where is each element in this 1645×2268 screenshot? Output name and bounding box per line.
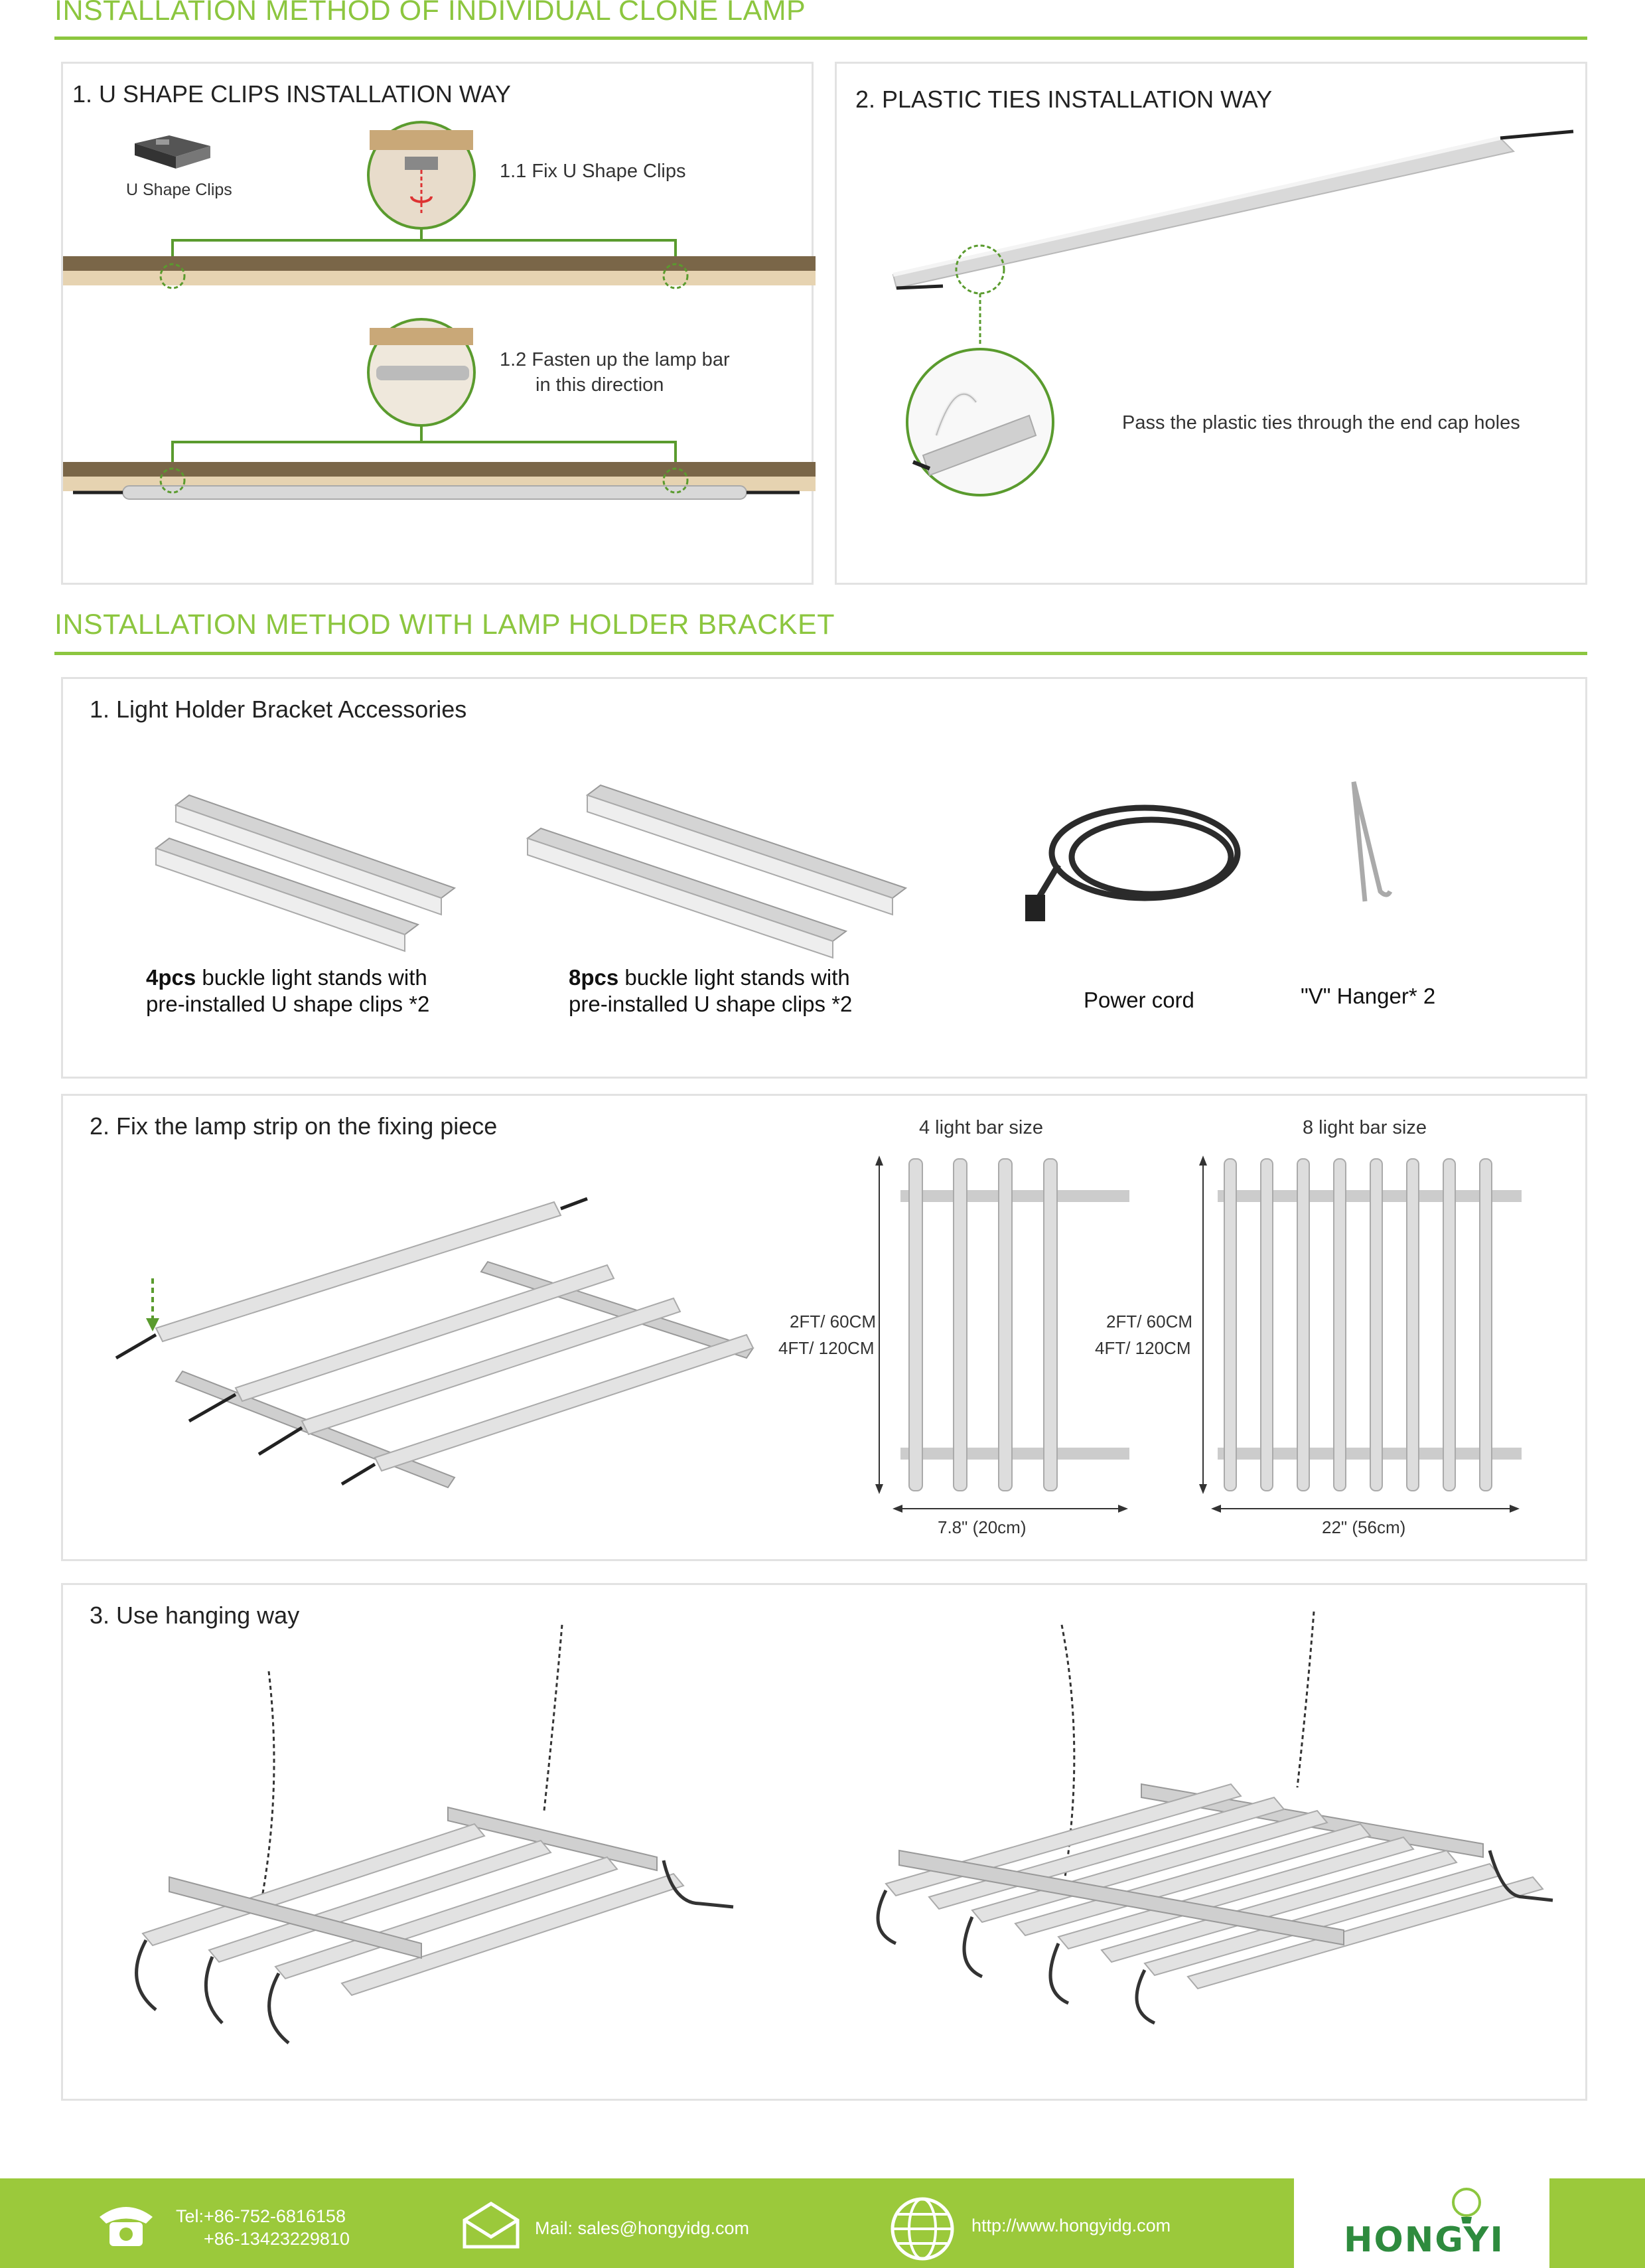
panel-hanging [61, 1583, 1587, 2101]
footer-logo: HONGYI [1344, 2220, 1504, 2260]
panel-title: 2. PLASTIC TIES INSTALLATION WAY [855, 86, 1273, 113]
power-cord-caption: Power cord [1084, 988, 1194, 1012]
panel-plastic-ties [835, 62, 1587, 585]
eight-bar-hanging-image [878, 1612, 1553, 2023]
panel-accessories [61, 677, 1587, 1079]
eight-bar-h1: 2FT/ 60CM [1106, 1312, 1193, 1331]
four-bar-h2: 4FT/ 120CM [778, 1338, 875, 1358]
section-title-bracket: INSTALLATION METHOD WITH LAMP HOLDER BRACKET [54, 609, 835, 641]
panel-title: 2. Fix the lamp strip on the fixing piece [90, 1112, 498, 1140]
panel-fixing [61, 1094, 1587, 1561]
stand-8pcs-image [528, 785, 906, 958]
eight-bar-h2: 4FT/ 120CM [1095, 1338, 1191, 1358]
eight-bar-width: 22" (56cm) [1322, 1517, 1406, 1537]
step-1-2-line1: 1.2 Fasten up the lamp bar [500, 349, 730, 370]
globe-icon [886, 2196, 959, 2262]
v-hanger-image [1354, 782, 1390, 901]
panel-u-shape-clips [61, 62, 814, 585]
panel-title: 3. Use hanging way [90, 1602, 300, 1629]
v-hanger-caption: "V" Hanger* 2 [1301, 984, 1436, 1008]
four-bar-width: 7.8" (20cm) [938, 1517, 1027, 1537]
section-title-clone-lamp: INSTALLATION METHOD OF INDIVIDUAL CLONE LAMP [54, 0, 806, 27]
accessory-4pcs-caption: 4pcs buckle light stands with pre-installed U shape clips *2 [146, 965, 430, 1016]
section-rule [54, 37, 1587, 40]
footer-web[interactable]: http://www.hongyidg.com [971, 2216, 1171, 2235]
eight-bar-diagram [1199, 1156, 1522, 1513]
step-1-1: 1.1 Fix U Shape Clips [500, 161, 686, 182]
four-bar-hanging-image [137, 1625, 733, 2043]
u-clip-label: U Shape Clips [126, 181, 232, 199]
ties-caption: Pass the plastic ties through the end cap holes [1122, 412, 1520, 433]
hanging-illustration [63, 1585, 1589, 2103]
eight-bar-label: 8 light bar size [1303, 1117, 1427, 1138]
accessory-8pcs-caption: 8pcs buckle light stands with pre-installed U shape clips *2 [569, 965, 853, 1016]
four-bar-h1: 2FT/ 60CM [790, 1312, 877, 1331]
stand-4pcs-image [156, 795, 455, 951]
lamp-assembly-image [116, 1199, 753, 1487]
panel-title: 1. U SHAPE CLIPS INSTALLATION WAY [72, 80, 511, 108]
section-rule [54, 652, 1587, 655]
u-clip-icon [135, 135, 210, 169]
accessories-illustration [63, 679, 1589, 1081]
mail-icon [461, 2200, 521, 2250]
telephone-icon [93, 2197, 159, 2250]
plastic-ties-illustration [837, 64, 1589, 587]
step-1-2-line2: in this direction [536, 374, 664, 396]
u-clip-illustration [63, 64, 816, 587]
four-bar-label: 4 light bar size [919, 1117, 1043, 1138]
footer-tel-line2: +86-13423229810 [204, 2229, 350, 2249]
footer-mail[interactable]: Mail: sales@hongyidg.com [535, 2218, 750, 2238]
four-bar-diagram [875, 1156, 1129, 1563]
footer-tel-line1: Tel:+86-752-6816158 [176, 2206, 346, 2226]
power-cord-image [1025, 808, 1238, 921]
panel-title: 1. Light Holder Bracket Accessories [90, 696, 467, 723]
